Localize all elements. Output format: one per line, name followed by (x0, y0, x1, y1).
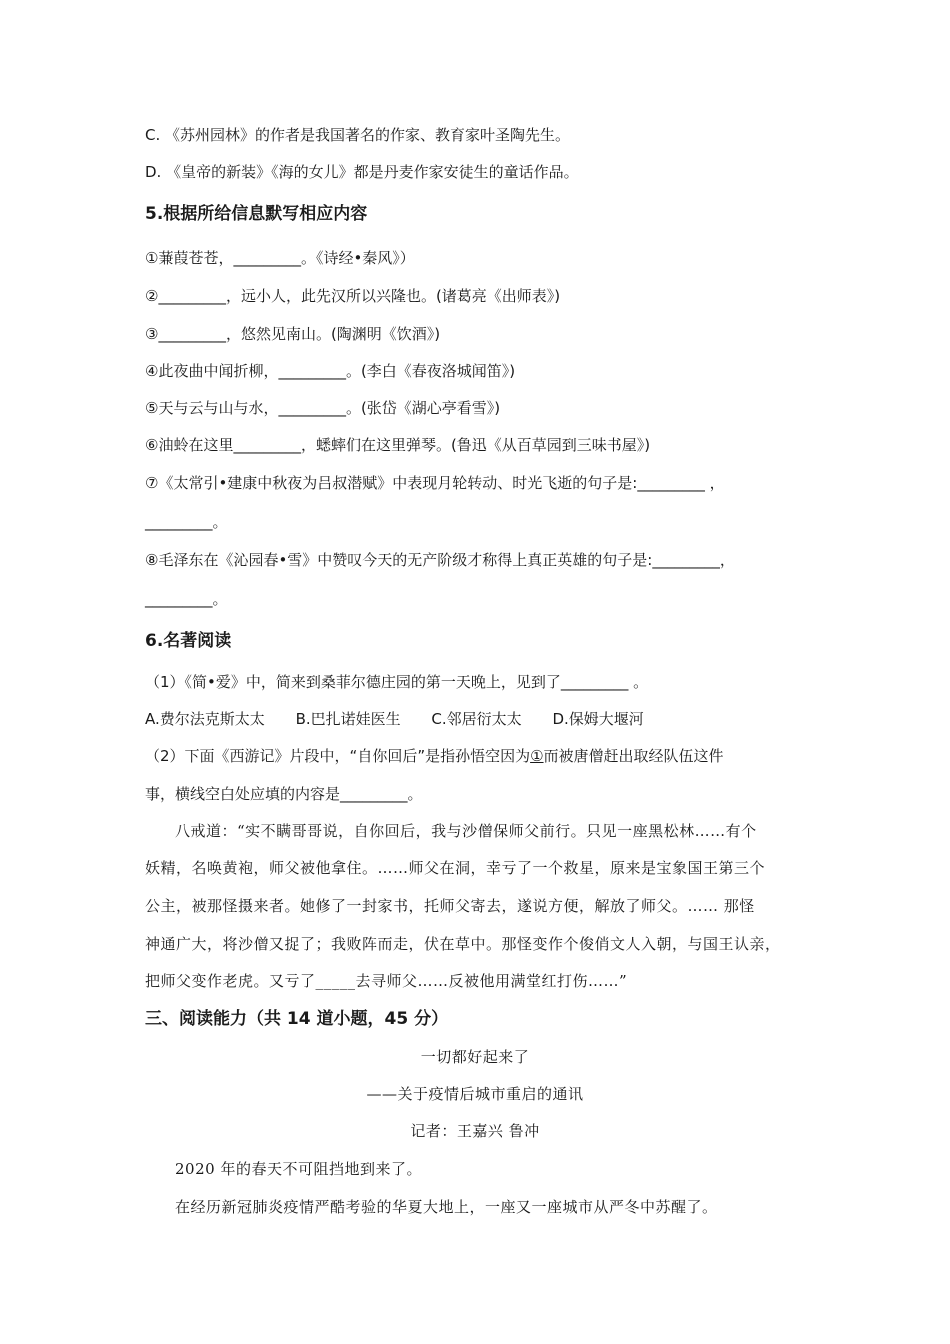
q6-sub2-line2: 事，横线空白处应填的内容是_________。 (145, 785, 423, 803)
article-para-2: 在经历新冠肺炎疫情严酷考验的华夏大地上，一座又一座城市从严冬中苏醒了。 (175, 1198, 718, 1216)
sub2-suffix: 而被唐僧赶出取经队伍这件 (543, 747, 724, 765)
article-subtitle: ——关于疫情后城市重启的通讯 (366, 1085, 584, 1103)
option-d: D.保姆大堰河 (552, 710, 644, 728)
q5-title: 5.根据所给信息默写相应内容 (145, 204, 368, 224)
option-b: B.巴扎诺娃医生 (295, 710, 401, 728)
q6-sub1-options (145, 708, 670, 730)
q6-sub2-line1 (145, 745, 724, 767)
q6-sub1: （1）《简•爱》中，简来到桑菲尔德庄园的第一天晚上，见到了_________ 。 (145, 673, 649, 691)
q5-item-5: ⑤天与云与山与水，_________。(张岱《湖心亭看雪》) (145, 399, 501, 417)
q4-option-d: D. 《皇帝的新装》《海的女儿》都是丹麦作家安徒生的童话作品。 (145, 163, 579, 181)
passage-line-5: 把师父变作老虎。又亏了_____去寻师父……反被他用满堂红打伤……” (145, 972, 628, 990)
q5-item-8-cont: _________。 (145, 590, 228, 608)
sub2-mark: ① (530, 747, 544, 765)
q5-item-3: ③_________，悠然见南山。(陶渊明《饮酒》) (145, 325, 441, 343)
option-a: A.费尔法克斯太太 (145, 710, 265, 728)
section-3-title: 三、阅读能力（共 14 道小题，45 分） (145, 1009, 449, 1029)
q4-option-c: C. 《苏州园林》的作者是我国著名的作家、教育家叶圣陶先生。 (145, 126, 571, 144)
passage-line-3: 公主，被那怪摄来者。她修了一封家书，托师父寄去，遂说方便，解放了师父。…… 那怪 (145, 897, 755, 915)
passage-line-4: 神通广大，将沙僧又捉了；我败阵而走，伏在草中。那怪变作个俊俏文人入朝，与国王认亲， (145, 935, 781, 953)
q5-item-7: ⑦《太常引•建康中秋夜为吕叔潜赋》中表现月轮转动、时光飞逝的句子是:_________ ， (145, 474, 725, 492)
article-byline: 记者：王嘉兴 鲁冲 (410, 1122, 540, 1140)
q5-item-1: ①蒹葭苍苍，_________。《诗经•秦风》） (145, 249, 415, 267)
q5-item-6: ⑥油蛉在这里_________，蟋蟀们在这里弹琴。(鲁迅《从百草园到三味书屋》) (145, 436, 651, 454)
article-title: 一切都好起来了 (420, 1048, 530, 1066)
sub2-prefix: （2）下面《西游记》片段中，“自你回后”是指孙悟空因为 (145, 747, 531, 765)
q5-item-8: ⑧毛泽东在《沁园春•雪》中赞叹今天的无产阶级才称得上真正英雄的句子是:_________， (145, 551, 735, 569)
q5-item-7-cont: _________。 (145, 513, 228, 531)
q5-item-2: ②_________，远小人，此先汉所以兴隆也。(诸葛亮《出师表》) (145, 287, 561, 305)
passage-line-1: 八戒道：“实不瞒哥哥说，自你回后，我与沙僧保师父前行。只见一座黑松林……有个 (175, 822, 757, 840)
q6-title: 6.名著阅读 (145, 631, 232, 651)
article-para-1: 2020 年的春天不可阻挡地到来了。 (175, 1160, 422, 1178)
passage-line-2: 妖精，名唤黄袍，师父被他拿住。……师父在洞，幸亏了一个救星，原来是宝象国王第三个 (145, 859, 766, 877)
q5-item-4: ④此夜曲中闻折柳，_________。(李白《春夜洛城闻笛》) (145, 362, 516, 380)
option-c: C.邻居衍太太 (431, 710, 522, 728)
